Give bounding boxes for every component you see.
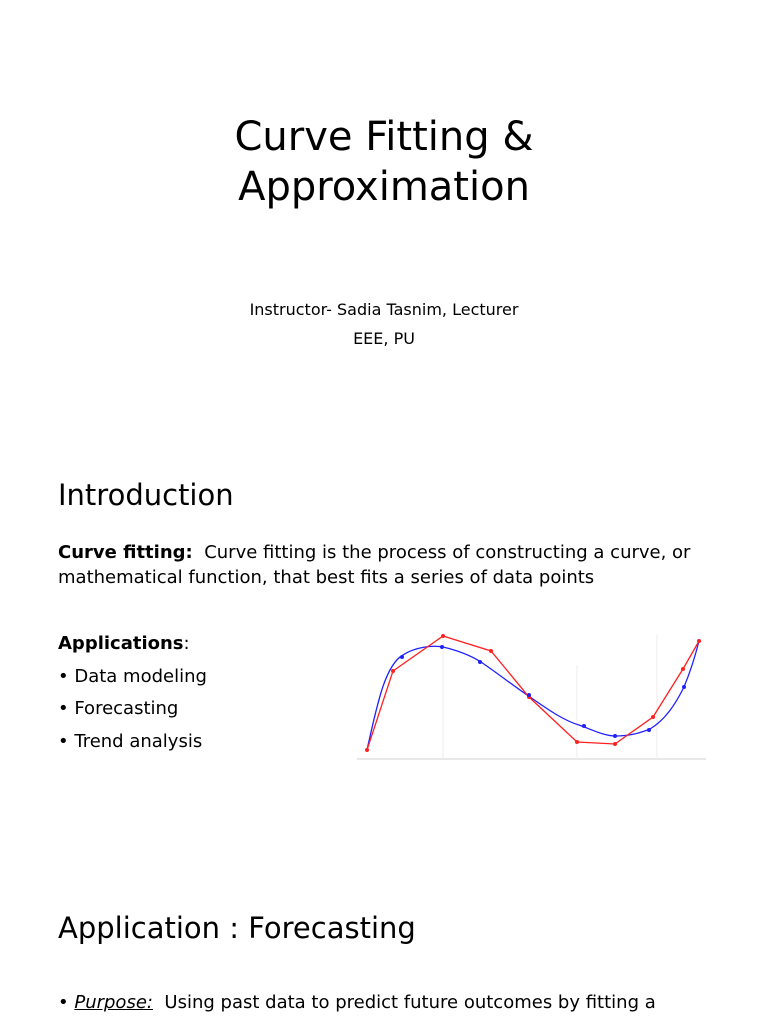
- data-point: [441, 634, 445, 638]
- data-polyline: [367, 636, 699, 750]
- data-point: [681, 667, 685, 671]
- curve-fitting-illustration: [355, 625, 710, 765]
- title-line-2: Approximation: [238, 164, 530, 210]
- fit-point: [613, 734, 617, 738]
- data-point: [489, 649, 493, 653]
- section-heading-forecasting: Application : Forecasting: [58, 911, 416, 945]
- data-point: [613, 742, 617, 746]
- list-item: • Trend analysis: [58, 726, 207, 759]
- applications-list: [58, 661, 207, 759]
- byline: [0, 295, 768, 353]
- fit-point: [682, 685, 686, 689]
- applications-colon: :: [183, 633, 190, 654]
- fit-point: [440, 645, 444, 649]
- fit-point: [400, 655, 404, 659]
- data-points: [365, 634, 701, 752]
- applications-block: [58, 628, 207, 758]
- list-item: • Forecasting: [58, 693, 207, 726]
- instructor-text: Instructor- Sadia Tasnim, Lecturer: [249, 300, 519, 319]
- fit-point: [527, 693, 531, 697]
- fitted-curve: [367, 641, 699, 750]
- definition-text: Curve fitting is the process of constructing a curve, or mathematical function, that best fits a series of data points: [58, 542, 691, 588]
- data-point: [697, 639, 701, 643]
- fit-point: [478, 660, 482, 664]
- fit-point: [647, 728, 651, 732]
- definition-term: Curve fitting:: [58, 542, 193, 563]
- fit-point: [582, 724, 586, 728]
- slide-title: [0, 112, 768, 212]
- data-point: [391, 669, 395, 673]
- data-point: [575, 740, 579, 744]
- definition-paragraph: [58, 540, 738, 590]
- applications-heading: [58, 628, 207, 661]
- title-line-1: Curve Fitting &: [234, 114, 534, 160]
- data-point: [365, 748, 369, 752]
- purpose-term: Purpose:: [74, 992, 153, 1013]
- applications-label: Applications: [58, 633, 184, 654]
- department-text: EEE, PU: [353, 329, 415, 348]
- list-item: • Data modeling: [58, 661, 207, 694]
- section-heading-introduction: Introduction: [58, 478, 234, 512]
- forecasting-bullet: • Purpose: Using past data to predict future outcomes by fitting a: [58, 992, 656, 1013]
- purpose-text: Using past data to predict future outcomes by fitting a: [164, 992, 656, 1013]
- data-point: [651, 715, 655, 719]
